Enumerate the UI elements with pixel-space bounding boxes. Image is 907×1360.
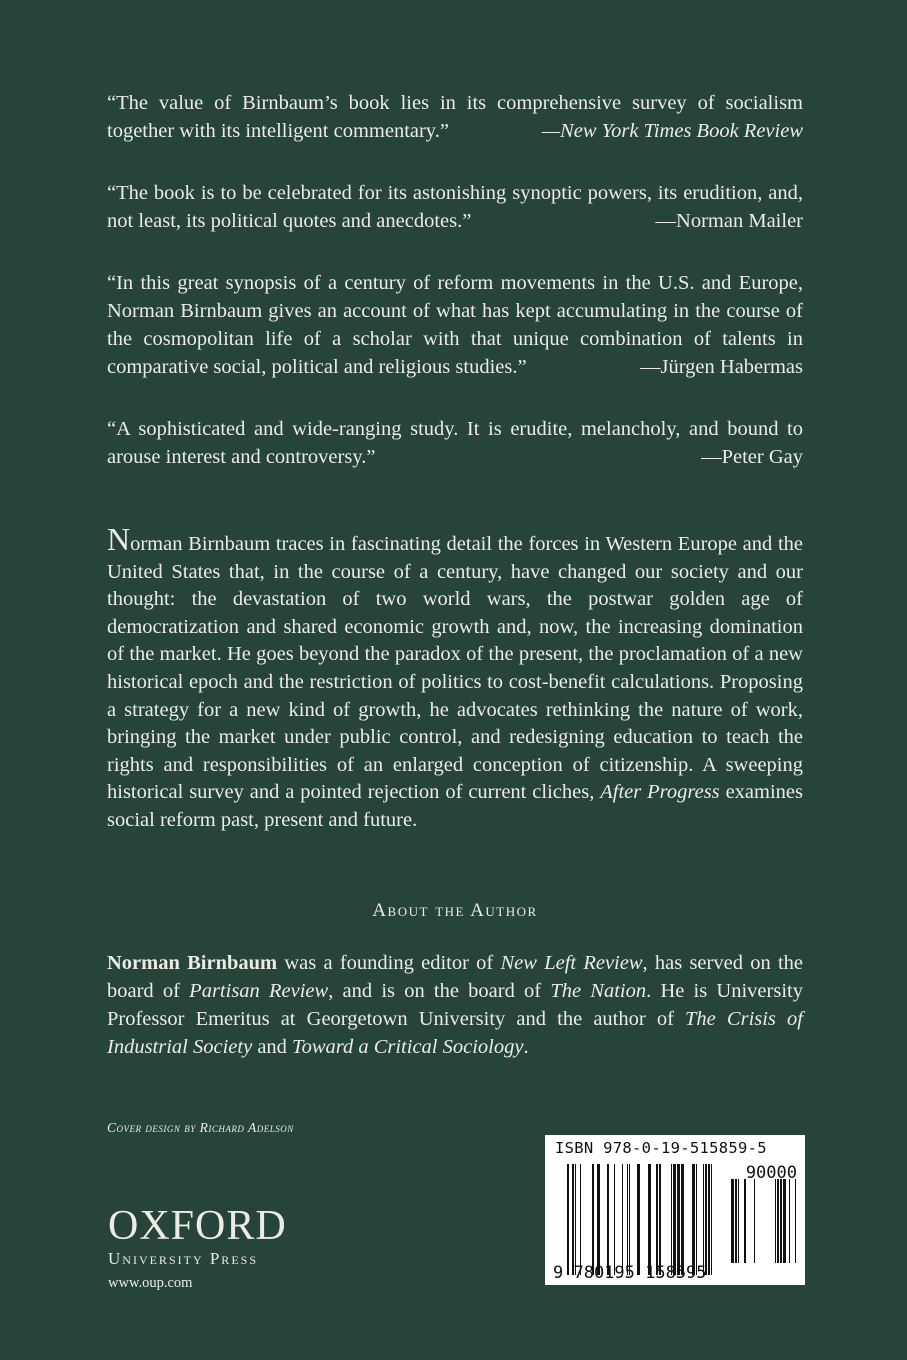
quote-text: “The value of Birnbaum’s book lies in its comprehensive survey of socialism together with its intelligent commentary.” [107,92,803,142]
barcode-bar [607,1164,609,1275]
barcode-bar [775,1179,776,1263]
quote [107,415,803,471]
publisher-name: OXFORD [108,1203,287,1249]
publication-title: Toward a Critical Sociology [292,1036,524,1058]
quote-attribution: —New York Times Book Review [541,120,803,142]
publication-title: The Nation [550,980,647,1002]
barcode-bar [705,1164,707,1275]
quote-text: “The book is to be celebrated for its astonishing synoptic powers, its erudition, and, not least, its political quotes and anecdotes.” [107,182,803,232]
author-bio [107,949,803,1061]
barcode-bar [627,1164,628,1275]
about-author-heading: About the Author [372,900,538,921]
publisher-logo [108,1205,287,1292]
barcode-bar [780,1179,782,1263]
barcode-bar [731,1179,734,1263]
barcode-bar [738,1179,739,1263]
publication-title: New Left Review [500,952,643,974]
publisher-subtitle: University Press [108,1249,258,1268]
barcode-bar [592,1164,594,1275]
price-addon: 90000 [745,1163,797,1183]
barcode-bar [673,1164,676,1275]
quote-text: “A sophisticated and wide-ranging study. It is erudite, melancholy, and bound to arouse interest and controversy.” [107,418,803,468]
bio-text: . He is University Professor Emeritus at Georgetown University and the author of [107,980,803,1030]
description-text: orman Birnbaum traces in fascinating detail the forces in Western Europe and the United States that, in the course of a century, have changed our society and our thought: the devastation of two world wars, the postwar golden age of democratization and shared economic growth and, now, the increasing domination of the market. He goes beyond the paradox of the present, the proclamation of a new historical epoch and the restriction of politics to cost-benefit calculations. Proposing a strategy for a new kind of growth, he advocates rethinking the nature of work, bringing the market under public control, and redesigning education to teach the rights and responsibilities of an enlarged conception of citizenship. A sweeping historical survey and a pointed rejection of current cliches, [107,533,803,804]
book-description [107,521,803,835]
drop-cap: N [107,521,131,557]
quote [107,179,803,235]
quote-attribution: —Jürgen Habermas [639,356,803,378]
bio-text: , and is on the board of [328,980,551,1002]
publication-title: Partisan Review [189,980,329,1002]
barcode-bar [637,1164,640,1275]
barcode-bar [789,1179,790,1263]
quote [107,269,803,381]
publication-title: The Crisis of Industrial Society [107,1008,803,1058]
quote-attribution: —Peter Gay [701,446,803,468]
barcode-bar [567,1164,569,1275]
barcode-bar [783,1179,786,1263]
barcode-bar [659,1164,661,1275]
author-name: Norman Birnbaum [107,952,278,974]
quote [107,89,803,145]
isbn-barcode [545,1135,805,1285]
barcode-bar [777,1179,779,1263]
barcode-bar [671,1164,672,1275]
barcode-bar [795,1179,796,1263]
review-quotes [107,89,803,505]
barcode-bar [708,1164,710,1275]
description-text: examines social reform past, present and future. [107,781,803,831]
quote-text: “In this great synopsis of a century of reform movements in the U.S. and Europe, Norman Birnbaum gives an account of what has kept accumulating in the course of the cosmopolitan life of a scholar with that unique combination of talents in comparative social, political and religious studies.” [107,272,803,378]
barcode-bar [656,1164,658,1275]
bio-text: and [252,1036,293,1058]
bio-text: , has served on the board of [107,952,803,1002]
barcode-bar [648,1164,651,1275]
barcode-bar [629,1164,630,1275]
barcode-bar [622,1164,623,1275]
barcode-bar [677,1164,680,1275]
barcode-bar [703,1164,704,1275]
barcode-digits: 9 780195 158595 [553,1263,707,1283]
barcode-bar [614,1164,615,1275]
barcode-bar [575,1164,576,1275]
quote-attribution: —Norman Mailer [655,210,803,232]
isbn-text: ISBN 978-0-19-515859-5 [555,1139,767,1157]
barcode-bar [580,1164,581,1275]
barcode-bar [681,1164,684,1275]
bio-text: was a founding editor of [277,952,501,974]
barcode-bar [692,1164,695,1275]
barcode-bar [754,1179,755,1263]
publisher-url: www.oup.com [108,1275,193,1291]
barcode-bar [597,1164,600,1275]
barcode-bar [711,1164,712,1275]
barcode-bar [735,1179,737,1263]
barcode-bar [744,1179,746,1263]
barcode-bar [572,1164,574,1275]
cover-design-credit: Cover design by Richard Adelson [107,1120,294,1135]
bio-text: . [523,1036,529,1058]
book-title: After Progress [600,781,720,804]
barcode-bar [696,1164,697,1275]
